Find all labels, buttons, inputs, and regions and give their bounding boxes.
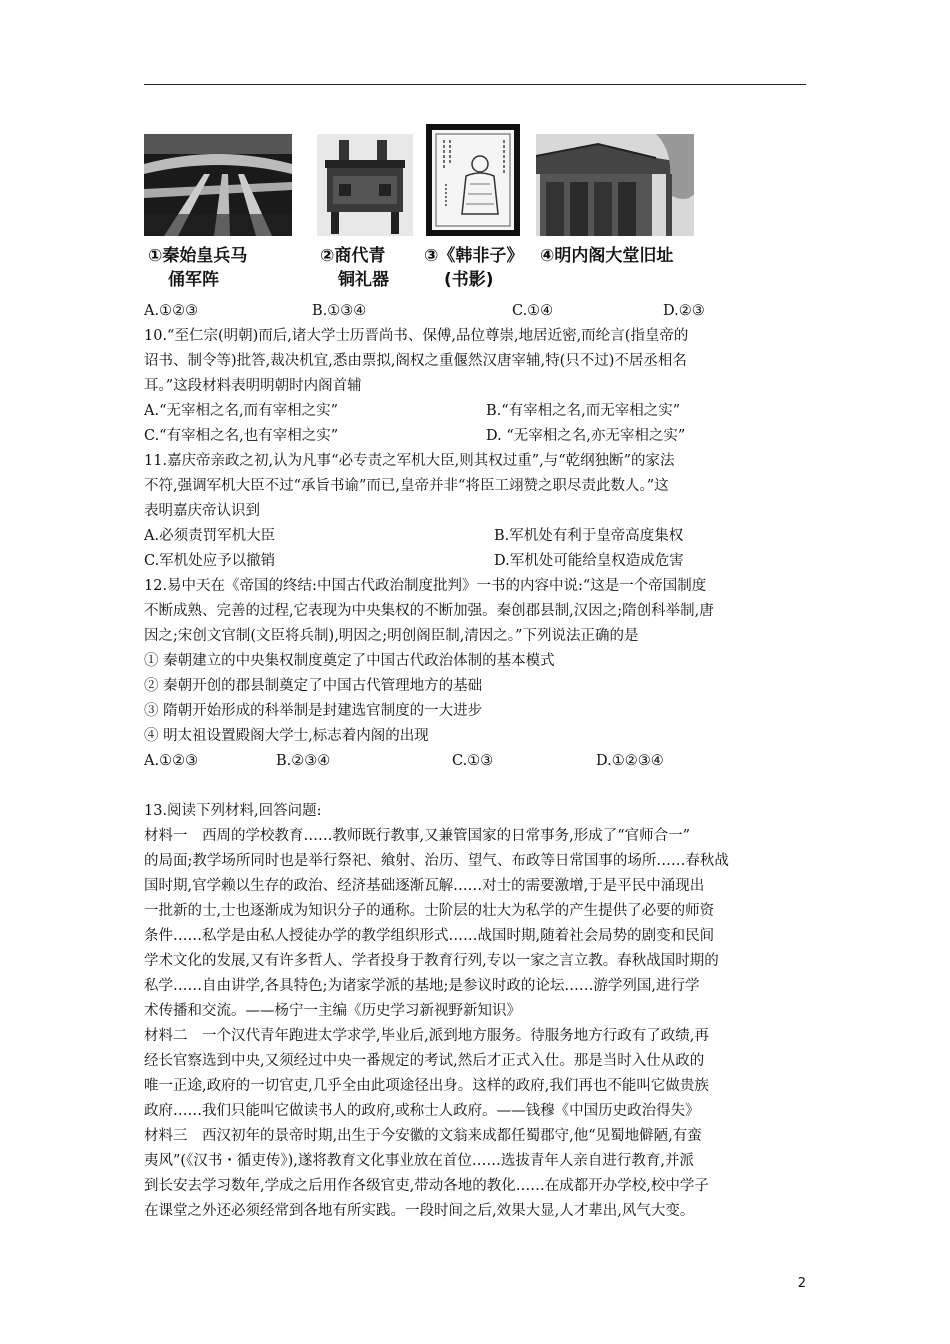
caption-line: ④明内阁大堂旧址 (540, 246, 674, 266)
q13-text: 材料一 西周的学校教育……教师既行教事,又兼管国家的日常事务,形成了“官师合一” (144, 828, 691, 844)
q13-heading: 13.阅读下列材料,回答问题: (144, 803, 322, 819)
bronze-vessel-image (317, 134, 413, 236)
q13-text: 到长安去学习数年,学成之后用作各级官吏,带动各地的教化……在成都开办学校,校中学子 (144, 1178, 709, 1194)
q13-text: 私学……自由讲学,各具特色;为诸家学派的基地;是参议时政的论坛……游学列国,进行学 (144, 978, 700, 994)
q10-option-a: A.“无宰相之名,而有宰相之实” (144, 403, 339, 419)
q12-option-a: A.①②③ (144, 753, 199, 769)
q10-option-b: B.“有宰相之名,而无宰相之实” (486, 403, 681, 419)
q12-statement: ② 秦朝开创的郡县制奠定了中国古代管理地方的基础 (144, 678, 483, 694)
q10-text: 诏书、制令等)批答,裁决机宜,悉由票拟,阁权之重偃然汉唐宰辅,特(只不过)不居丞相名 (144, 353, 687, 369)
q10-text: 10.“至仁宗(明朝)而后,诸大学士历晋尚书、保傅,品位尊崇,地居近密,而纶言(指皇帝的 (144, 328, 689, 344)
q11-text: 11.嘉庆帝亲政之初,认为凡事“必专责之军机大臣,则其权过重”,与“乾纲独断”的家法 (144, 453, 675, 469)
q9-option-d: D.②③ (663, 303, 705, 319)
image-caption-1 (148, 244, 247, 292)
q10-option-d: D. “无宰相之名,亦无宰相之实” (486, 428, 686, 444)
ming-cabinet-hall-image (536, 134, 694, 236)
page-number: 2 (797, 1276, 806, 1291)
q11-text: 不符,强调军机大臣不过“承旨书谕”而已,皇帝并非“将臣工翊赞之职尽责此数人。”这 (144, 478, 669, 494)
q13-text: 的局面;教学场所同时也是举行祭祀、飨射、治历、望气、布政等日常国事的场所……春秋战 (144, 853, 729, 869)
q13-text: 在课堂之外还必须经常到各地有所实践。一段时间之后,效果大显,人才辈出,风气大变。 (144, 1203, 695, 1219)
q12-statement: ③ 隋朝开始形成的科举制是封建选官制度的一大进步 (144, 703, 483, 719)
q13-text: 夷风”(《汉书・循吏传》),遂将教育文化事业放在首位……选拔青年人亲自进行教育,并派 (144, 1153, 694, 1169)
caption-line: ②商代青 (320, 246, 386, 266)
terracotta-army-image (144, 134, 292, 236)
q12-text: 因之;宋创文官制(文臣将兵制),明因之;明创阁臣制,清因之。”下列说法正确的是 (144, 628, 639, 644)
q10-option-c: C.“有宰相之名,也有宰相之实” (144, 428, 339, 444)
caption-line: 俑军阵 (168, 270, 219, 290)
q12-statement: ④ 明太祖设置殿阁大学士,标志着内阁的出现 (144, 728, 429, 744)
q10-text: 耳。”这段材料表明明朝时内阁首辅 (144, 378, 362, 394)
q13-text: 学术文化的发展,又有许多哲人、学者投身于教育行列,专以一家之言立教。春秋战国时期的 (144, 953, 719, 969)
q13-text: 条件……私学是由私人授徒办学的教学组织形式……战国时期,随着社会局势的剧变和民间 (144, 928, 715, 944)
q13-text: 材料三 西汉初年的景帝时期,出生于今安徽的文翁来成都任蜀郡守,他“见蜀地僻陋,有蛮 (144, 1128, 702, 1144)
q13-text: 一批新的士,士也逐渐成为知识分子的通称。士阶层的壮大为私学的产生提供了必要的师资 (144, 903, 715, 919)
q12-text: 12.易中天在《帝国的终结:中国古代政治制度批判》一书的内容中说:“这是一个帝国制度 (144, 578, 707, 594)
q12-option-c: C.①③ (452, 753, 494, 769)
q12-text: 不断成熟、完善的过程,它表现为中央集权的不断加强。秦创郡县制,汉因之;隋创科举制,唐 (144, 603, 714, 619)
image-caption-3 (424, 244, 523, 292)
q13-text: 唯一正途,政府的一切官吏,几乎全由此项途径出身。这样的政府,我们再也不能叫它做贵族 (144, 1078, 709, 1094)
q13-text: 政府……我们只能叫它做读书人的政府,或称士人政府。——钱穆《中国历史政治得失》 (144, 1103, 700, 1119)
caption-line: (书影) (444, 270, 494, 290)
q11-option-a: A.必须责罚军机大臣 (144, 528, 276, 544)
q9-option-c: C.①④ (512, 303, 554, 319)
q13-text: 国时期,官学赖以生存的政治、经济基础逐渐瓦解……对士的需要激增,于是平民中涌现出 (144, 878, 705, 894)
q9-option-b: B.①③④ (312, 303, 367, 319)
q11-option-d: D.军机处可能给皇权造成危害 (494, 553, 684, 569)
caption-line: ③《韩非子》 (424, 246, 524, 266)
q11-option-c: C.军机处应予以撤销 (144, 553, 276, 569)
caption-line: 铜礼器 (338, 270, 389, 290)
q12-statement: ① 秦朝建立的中央集权制度奠定了中国古代政治体制的基本模式 (144, 653, 555, 669)
q9-option-a: A.①②③ (144, 303, 199, 319)
q13-text: 术传播和交流。——杨宁一主编《历史学习新视野新知识》 (144, 1003, 521, 1019)
header-rule (144, 84, 806, 85)
q12-option-d: D.①②③④ (596, 753, 664, 769)
image-caption-2 (320, 244, 389, 292)
q13-text: 材料二 一个汉代青年跑进太学求学,毕业后,派到地方服务。待服务地方行政有了政绩,再 (144, 1028, 709, 1044)
caption-line: ①秦始皇兵马 (148, 246, 248, 266)
hanfeizi-book-image (426, 124, 520, 236)
q11-text: 表明嘉庆帝认识到 (144, 503, 260, 519)
image-caption-4 (540, 244, 673, 268)
q12-option-b: B.②③④ (276, 753, 331, 769)
q11-option-b: B.军机处有利于皇帝高度集权 (494, 528, 684, 544)
q13-text: 经长官察选到中央,又须经过中央一番规定的考试,然后才正式入仕。那是当时入仕从政的 (144, 1053, 705, 1069)
